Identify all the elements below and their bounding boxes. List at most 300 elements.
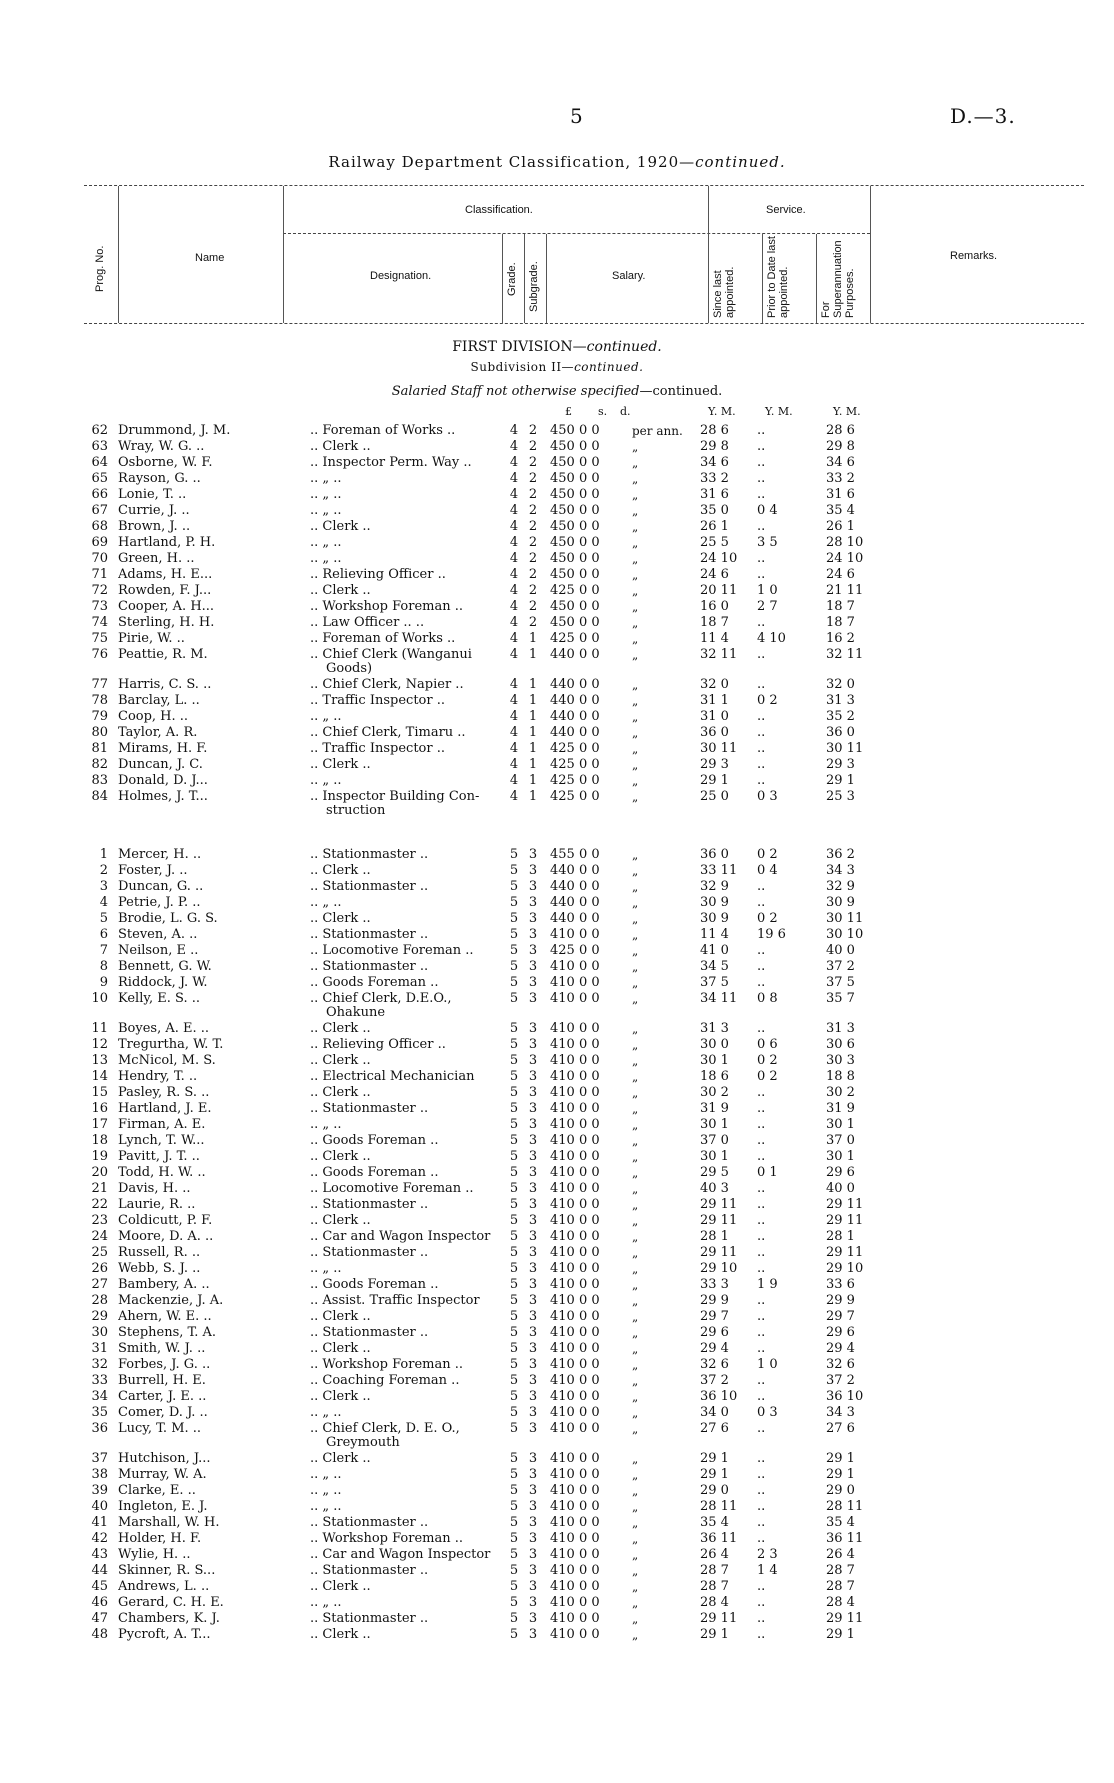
salary-basis: „ <box>632 568 639 582</box>
service-prior: .. <box>757 1373 766 1388</box>
service-prior: .. <box>757 1101 766 1116</box>
service-prior: .. <box>757 615 766 630</box>
subgrade: 3 <box>528 1117 538 1132</box>
salary: 410 0 0 <box>550 1611 600 1626</box>
service-superannuation: 36 2 <box>826 847 855 862</box>
grade: 5 <box>509 1101 519 1116</box>
table-row <box>0 1101 1114 1117</box>
salary: 440 0 0 <box>550 863 600 878</box>
staff-name: Green, H. .. <box>118 551 195 566</box>
salary: 410 0 0 <box>550 1037 600 1052</box>
grade: 4 <box>509 631 519 646</box>
salary-basis: „ <box>632 694 639 708</box>
designation-continuation: struction <box>326 803 386 818</box>
prog-number: 80 <box>91 725 108 740</box>
service-prior: 1 0 <box>757 583 778 598</box>
service-since-last: 29 9 <box>700 1293 729 1308</box>
prog-number: 70 <box>91 551 108 566</box>
salary-basis: „ <box>632 1596 639 1610</box>
grade: 5 <box>509 1277 519 1292</box>
salary: 450 0 0 <box>550 455 600 470</box>
service-since-last: 32 6 <box>700 1357 729 1372</box>
subgrade: 3 <box>528 1579 538 1594</box>
table-row <box>0 927 1114 943</box>
salary-basis: „ <box>632 1500 639 1514</box>
prog-number: 43 <box>91 1547 108 1562</box>
salary: 410 0 0 <box>550 1117 600 1132</box>
designation: .. „ .. <box>310 471 342 486</box>
grade: 5 <box>509 927 519 942</box>
grade: 5 <box>509 1563 519 1578</box>
service-prior: 0 2 <box>757 693 778 708</box>
salary-basis: „ <box>632 1070 639 1084</box>
service-superannuation: 29 9 <box>826 1293 855 1308</box>
table-row <box>0 847 1114 863</box>
unit-pound: £ <box>565 405 572 418</box>
service-superannuation: 35 4 <box>826 1515 855 1530</box>
table-row <box>0 1261 1114 1277</box>
service-superannuation: 31 6 <box>826 487 855 502</box>
table-row <box>0 1595 1114 1611</box>
table-row <box>0 1245 1114 1261</box>
subgrade: 1 <box>528 693 538 708</box>
subgrade: 3 <box>528 1069 538 1084</box>
service-superannuation: 18 7 <box>826 599 855 614</box>
designation: .. „ .. <box>310 1595 342 1610</box>
prog-number: 22 <box>91 1197 108 1212</box>
prog-number: 31 <box>91 1341 108 1356</box>
salary: 450 0 0 <box>550 567 600 582</box>
service-superannuation: 31 3 <box>826 1021 855 1036</box>
staff-name: Marshall, W. H. <box>118 1515 220 1530</box>
grade: 5 <box>509 991 519 1006</box>
subgrade: 3 <box>528 959 538 974</box>
prog-number: 11 <box>91 1021 108 1036</box>
designation: .. „ .. <box>310 1405 342 1420</box>
header-top-rule <box>84 185 1084 186</box>
page-number: 5 <box>570 104 583 128</box>
grade: 5 <box>509 1547 519 1562</box>
table-row <box>0 471 1114 487</box>
service-prior: .. <box>757 1085 766 1100</box>
subgrade: 1 <box>528 677 538 692</box>
salary: 440 0 0 <box>550 879 600 894</box>
staff-name: Moore, D. A. .. <box>118 1229 214 1244</box>
service-superannuation: 30 11 <box>826 741 864 756</box>
table-row <box>0 789 1114 805</box>
table-row <box>0 1515 1114 1531</box>
prog-number: 30 <box>91 1325 108 1340</box>
prog-number: 77 <box>91 677 108 692</box>
salary-basis: „ <box>632 1294 639 1308</box>
staff-name: Tregurtha, W. T. <box>118 1037 224 1052</box>
designation: .. Clerk .. <box>310 1309 371 1324</box>
grade: 4 <box>509 567 519 582</box>
service-superannuation: 29 1 <box>826 773 855 788</box>
service-superannuation: 29 4 <box>826 1341 855 1356</box>
col-divider <box>870 186 871 323</box>
service-prior: 3 5 <box>757 535 778 550</box>
salary: 410 0 0 <box>550 1499 600 1514</box>
salary-basis: „ <box>632 1118 639 1132</box>
prog-number: 41 <box>91 1515 108 1530</box>
grade: 5 <box>509 863 519 878</box>
salary: 410 0 0 <box>550 1277 600 1292</box>
header-name: Name <box>195 252 225 264</box>
service-prior: 1 9 <box>757 1277 778 1292</box>
service-prior: .. <box>757 1197 766 1212</box>
service-since-last: 32 9 <box>700 879 729 894</box>
staff-name: Hutchison, J... <box>118 1451 211 1466</box>
salary: 450 0 0 <box>550 519 600 534</box>
grade: 5 <box>509 1293 519 1308</box>
salary-basis: „ <box>632 632 639 646</box>
service-prior: .. <box>757 455 766 470</box>
prog-number: 21 <box>91 1181 108 1196</box>
salary: 410 0 0 <box>550 1069 600 1084</box>
header-salary: Salary. <box>612 270 646 282</box>
service-superannuation: 32 6 <box>826 1357 855 1372</box>
service-since-last: 31 0 <box>700 709 729 724</box>
designation: .. Clerk .. <box>310 519 371 534</box>
subgrade: 3 <box>528 1053 538 1068</box>
designation: .. Inspector Building Con- <box>310 789 480 804</box>
service-superannuation: 24 10 <box>826 551 864 566</box>
table-row <box>0 1373 1114 1389</box>
service-prior: .. <box>757 757 766 772</box>
service-prior: .. <box>757 895 766 910</box>
staff-name: Taylor, A. R. <box>118 725 198 740</box>
staff-heading-rest: continued. <box>652 384 723 399</box>
service-prior: 0 4 <box>757 503 778 518</box>
designation: .. Car and Wagon Inspector <box>310 1229 491 1244</box>
table-row <box>0 583 1114 599</box>
table-row <box>0 551 1114 567</box>
service-since-last: 35 0 <box>700 503 729 518</box>
subgrade: 3 <box>528 1181 538 1196</box>
designation: .. „ .. <box>310 487 342 502</box>
service-prior: 0 4 <box>757 863 778 878</box>
table-row <box>0 567 1114 583</box>
grade: 4 <box>509 789 519 804</box>
table-row <box>0 631 1114 647</box>
salary: 425 0 0 <box>550 789 600 804</box>
designation: .. Assist. Traffic Inspector <box>310 1293 480 1308</box>
salary-basis: „ <box>632 880 639 894</box>
salary: 410 0 0 <box>550 1181 600 1196</box>
table-row <box>0 959 1114 975</box>
designation: .. Clerk .. <box>310 1213 371 1228</box>
header-subgrade: Subgrade. <box>528 261 540 312</box>
service-since-last: 36 0 <box>700 725 729 740</box>
table-row <box>0 503 1114 519</box>
table-row <box>0 439 1114 455</box>
service-since-last: 29 1 <box>700 773 729 788</box>
prog-number: 68 <box>91 519 108 534</box>
staff-name: Pavitt, J. T. .. <box>118 1149 200 1164</box>
salary: 450 0 0 <box>550 423 600 438</box>
grade: 4 <box>509 519 519 534</box>
grade: 5 <box>509 1117 519 1132</box>
service-superannuation: 29 7 <box>826 1309 855 1324</box>
subgrade: 3 <box>528 1245 538 1260</box>
service-prior: .. <box>757 1451 766 1466</box>
designation-continuation: Goods) <box>326 661 373 676</box>
salary-basis: „ <box>632 928 639 942</box>
subgrade: 3 <box>528 1101 538 1116</box>
grade: 5 <box>509 1309 519 1324</box>
subgrade: 3 <box>528 1611 538 1626</box>
grade: 5 <box>509 1483 519 1498</box>
table-row <box>0 1085 1114 1101</box>
grade: 5 <box>509 1515 519 1530</box>
salary: 410 0 0 <box>550 1133 600 1148</box>
header-for-super: For Superannuation Purposes. <box>820 240 856 318</box>
staff-name: Bennett, G. W. <box>118 959 212 974</box>
designation: .. „ .. <box>310 773 342 788</box>
designation: .. Stationmaster .. <box>310 1197 429 1212</box>
service-since-last: 35 4 <box>700 1515 729 1530</box>
service-since-last: 24 10 <box>700 551 738 566</box>
designation: .. Workshop Foreman .. <box>310 599 464 614</box>
salary: 410 0 0 <box>550 1373 600 1388</box>
service-superannuation: 30 6 <box>826 1037 855 1052</box>
prog-number: 81 <box>91 741 108 756</box>
service-prior: .. <box>757 423 766 438</box>
grade: 5 <box>509 975 519 990</box>
designation: .. Relieving Officer .. <box>310 1037 446 1052</box>
staff-name: Hartland, J. E. <box>118 1101 212 1116</box>
prog-number: 67 <box>91 503 108 518</box>
salary-basis: „ <box>632 1548 639 1562</box>
service-prior: .. <box>757 725 766 740</box>
staff-name: Gerard, C. H. E. <box>118 1595 224 1610</box>
prog-number: 29 <box>91 1309 108 1324</box>
designation: .. Traffic Inspector .. <box>310 741 445 756</box>
service-superannuation: 18 8 <box>826 1069 855 1084</box>
salary-basis: „ <box>632 726 639 740</box>
salary: 440 0 0 <box>550 709 600 724</box>
subgrade: 3 <box>528 1325 538 1340</box>
salary: 410 0 0 <box>550 1325 600 1340</box>
grade: 5 <box>509 1197 519 1212</box>
prog-number: 32 <box>91 1357 108 1372</box>
subgrade: 3 <box>528 895 538 910</box>
salary-basis: „ <box>632 584 639 598</box>
grade: 4 <box>509 757 519 772</box>
subgrade: 3 <box>528 1357 538 1372</box>
designation: .. Stationmaster .. <box>310 1245 429 1260</box>
salary-basis: „ <box>632 648 639 662</box>
service-since-last: 29 0 <box>700 1483 729 1498</box>
designation-continuation: Ohakune <box>326 1005 386 1020</box>
prog-number: 79 <box>91 709 108 724</box>
service-since-last: 28 4 <box>700 1595 729 1610</box>
salary: 440 0 0 <box>550 911 600 926</box>
staff-name: Brown, J. .. <box>118 519 191 534</box>
prog-number: 47 <box>91 1611 108 1626</box>
prog-number: 23 <box>91 1213 108 1228</box>
service-since-last: 24 6 <box>700 567 729 582</box>
service-since-last: 29 8 <box>700 439 729 454</box>
prog-number: 8 <box>99 959 108 974</box>
subgrade: 3 <box>528 1293 538 1308</box>
service-prior: .. <box>757 1595 766 1610</box>
salary-basis: „ <box>632 552 639 566</box>
service-since-last: 34 11 <box>700 991 738 1006</box>
service-superannuation: 34 3 <box>826 863 855 878</box>
prog-number: 37 <box>91 1451 108 1466</box>
staff-name: Holder, H. F. <box>118 1531 202 1546</box>
staff-name: Laurie, R. .. <box>118 1197 196 1212</box>
service-prior: 0 3 <box>757 789 778 804</box>
salary: 425 0 0 <box>550 943 600 958</box>
service-prior: .. <box>757 1579 766 1594</box>
subgrade: 1 <box>528 741 538 756</box>
grade: 5 <box>509 1451 519 1466</box>
subgrade: 3 <box>528 1197 538 1212</box>
service-superannuation: 35 2 <box>826 709 855 724</box>
division-title: FIRST DIVISION— <box>452 339 587 355</box>
service-since-last: 30 11 <box>700 741 738 756</box>
service-prior: .. <box>757 1309 766 1324</box>
table-row <box>0 1451 1114 1467</box>
designation: .. Clerk .. <box>310 583 371 598</box>
salary: 410 0 0 <box>550 1213 600 1228</box>
salary: 410 0 0 <box>550 1341 600 1356</box>
prog-number: 24 <box>91 1229 108 1244</box>
grade: 5 <box>509 1405 519 1420</box>
staff-name: Wylie, H. .. <box>118 1547 191 1562</box>
service-since-last: 36 0 <box>700 847 729 862</box>
service-since-last: 25 0 <box>700 789 729 804</box>
table-row <box>0 1547 1114 1563</box>
service-prior: .. <box>757 677 766 692</box>
prog-number: 75 <box>91 631 108 646</box>
subgrade: 3 <box>528 1373 538 1388</box>
grade: 5 <box>509 1595 519 1610</box>
service-prior: 0 2 <box>757 1053 778 1068</box>
subgrade: 3 <box>528 943 538 958</box>
service-prior: .. <box>757 567 766 582</box>
salary-basis: „ <box>632 864 639 878</box>
header-remarks: Remarks. <box>950 250 998 262</box>
salary: 440 0 0 <box>550 895 600 910</box>
salary-basis: „ <box>632 678 639 692</box>
subgrade: 3 <box>528 1165 538 1180</box>
staff-name: Pasley, R. S. .. <box>118 1085 210 1100</box>
grade: 5 <box>509 1213 519 1228</box>
table-row <box>0 725 1114 741</box>
prog-number: 6 <box>99 927 108 942</box>
subgrade: 3 <box>528 927 538 942</box>
service-prior: 0 2 <box>757 1069 778 1084</box>
prog-number: 76 <box>91 647 108 662</box>
salary: 410 0 0 <box>550 1293 600 1308</box>
service-superannuation: 26 1 <box>826 519 855 534</box>
prog-number: 1 <box>99 847 108 862</box>
salary-basis: „ <box>632 742 639 756</box>
salary-basis: „ <box>632 1246 639 1260</box>
salary: 410 0 0 <box>550 1595 600 1610</box>
salary: 450 0 0 <box>550 439 600 454</box>
service-since-last: 30 1 <box>700 1117 729 1132</box>
subgrade: 2 <box>528 519 538 534</box>
service-superannuation: 36 10 <box>826 1389 864 1404</box>
staff-name: Murray, W. A. <box>118 1467 207 1482</box>
salary: 410 0 0 <box>550 1149 600 1164</box>
staff-name: Lonie, T. .. <box>118 487 187 502</box>
salary: 455 0 0 <box>550 847 600 862</box>
salary-basis: „ <box>632 710 639 724</box>
staff-name: Davis, H. .. <box>118 1181 191 1196</box>
table-row <box>0 943 1114 959</box>
grade: 4 <box>509 709 519 724</box>
prog-number: 18 <box>91 1133 108 1148</box>
table-row <box>0 1405 1114 1421</box>
service-prior: .. <box>757 1229 766 1244</box>
prog-number: 17 <box>91 1117 108 1132</box>
prog-number: 46 <box>91 1595 108 1610</box>
service-superannuation: 32 0 <box>826 677 855 692</box>
salary: 410 0 0 <box>550 1357 600 1372</box>
service-since-last: 41 0 <box>700 943 729 958</box>
grade: 5 <box>509 1627 519 1642</box>
service-since-last: 33 2 <box>700 471 729 486</box>
prog-number: 20 <box>91 1165 108 1180</box>
staff-name: Lucy, T. M. .. <box>118 1421 202 1436</box>
grade: 5 <box>509 1467 519 1482</box>
service-prior: 2 3 <box>757 1547 778 1562</box>
service-prior: 0 1 <box>757 1165 778 1180</box>
staff-name: Duncan, J. C. <box>118 757 203 772</box>
service-prior: .. <box>757 879 766 894</box>
salary: 410 0 0 <box>550 1451 600 1466</box>
grade: 4 <box>509 535 519 550</box>
table-row <box>0 1357 1114 1373</box>
salary: 425 0 0 <box>550 757 600 772</box>
service-since-last: 29 11 <box>700 1197 738 1212</box>
salary-basis: „ <box>632 790 639 804</box>
salary: 410 0 0 <box>550 975 600 990</box>
designation: .. Relieving Officer .. <box>310 567 446 582</box>
salary: 410 0 0 <box>550 1309 600 1324</box>
service-superannuation: 21 11 <box>826 583 864 598</box>
designation: .. Foreman of Works .. <box>310 423 456 438</box>
designation: .. Clerk .. <box>310 1341 371 1356</box>
salary-basis: „ <box>632 616 639 630</box>
service-superannuation: 30 9 <box>826 895 855 910</box>
service-superannuation: 28 6 <box>826 423 855 438</box>
subgrade: 2 <box>528 535 538 550</box>
grade: 5 <box>509 1421 519 1436</box>
grade: 5 <box>509 1245 519 1260</box>
grade: 5 <box>509 1261 519 1276</box>
designation: .. Car and Wagon Inspector <box>310 1547 491 1562</box>
salary-basis: per ann. <box>632 424 683 438</box>
service-superannuation: 40 0 <box>826 1181 855 1196</box>
staff-name: Chambers, K. J. <box>118 1611 220 1626</box>
salary-basis: „ <box>632 912 639 926</box>
col-divider <box>118 186 119 323</box>
service-since-last: 27 6 <box>700 1421 729 1436</box>
service-prior: .. <box>757 1325 766 1340</box>
salary-basis: „ <box>632 1390 639 1404</box>
document-reference: D.—3. <box>950 104 1016 128</box>
prog-number: 71 <box>91 567 108 582</box>
salary-basis: „ <box>632 1230 639 1244</box>
service-superannuation: 29 10 <box>826 1261 864 1276</box>
